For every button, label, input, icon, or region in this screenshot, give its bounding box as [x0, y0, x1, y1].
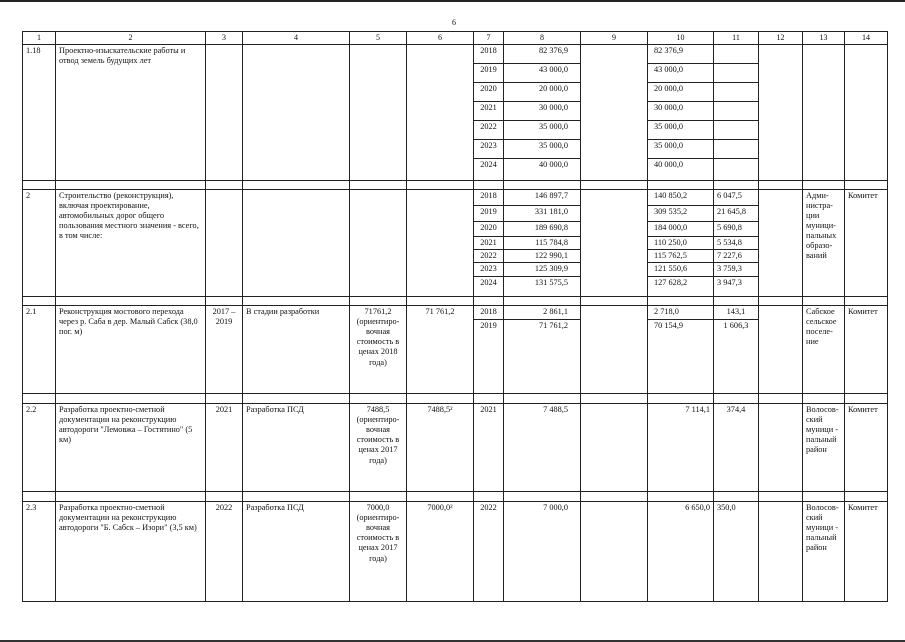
- estimated-cost-cell: 7488,5 (ориентиро-вочная стоимость в ценах 2017 года): [350, 403, 407, 491]
- local-budget-cell: 6 047,5: [714, 189, 759, 205]
- regional-budget-cell: 184 000,0: [648, 221, 714, 236]
- total-cell: 82 376,9: [504, 44, 581, 63]
- page-top-edge: [0, 0, 905, 8]
- local-budget-cell: 350,0: [714, 501, 759, 601]
- year-cell: 2019: [474, 205, 504, 221]
- column-header: 9: [581, 32, 648, 45]
- year-cell: 2023: [474, 139, 504, 158]
- cost-cell: 7488,5²: [407, 403, 474, 491]
- year-cell: 2022: [474, 501, 504, 601]
- local-budget-cell: [714, 101, 759, 120]
- total-cell: 2 861,1: [504, 305, 581, 319]
- local-budget-cell: [714, 139, 759, 158]
- regional-budget-cell: 43 000,0: [648, 63, 714, 82]
- row-id: 2.3: [23, 501, 56, 601]
- responsible-executor: Адми-нистра-ции муници-пальных образо-ваний: [803, 189, 845, 296]
- total-cell: 146 897,7: [504, 189, 581, 205]
- total-cell: 122 990,1: [504, 249, 581, 262]
- row-name: Проектно-изыскательские работы и отвод земель будущих лет: [56, 44, 206, 180]
- regional-budget-cell: 110 250,0: [648, 236, 714, 249]
- total-cell: 7 000,0: [504, 501, 581, 601]
- local-budget-cell: [714, 158, 759, 180]
- row-name: Разработка проектно-сметной документации на реконструкцию автодороги "Б. Сабск – Изори" (3,5 км): [56, 501, 206, 601]
- column-header: 7: [474, 32, 504, 45]
- column-header: 1: [23, 32, 56, 45]
- column-header: 12: [759, 32, 803, 45]
- row-spacer: [23, 296, 888, 305]
- regional-budget-cell: 6 650,0: [648, 501, 714, 601]
- column-header: 8: [504, 32, 581, 45]
- year-cell: 2022: [474, 120, 504, 139]
- column-header: 4: [243, 32, 350, 45]
- regional-budget-cell: 115 762,5: [648, 249, 714, 262]
- regional-budget-cell: 35 000,0: [648, 139, 714, 158]
- column-header: 14: [845, 32, 888, 45]
- local-budget-cell: 3 947,3: [714, 276, 759, 296]
- status-cell: Разработка ПСД: [243, 501, 350, 601]
- regional-budget-cell: 30 000,0: [648, 101, 714, 120]
- table-row: [23, 403, 888, 491]
- column-header: 2: [56, 32, 206, 45]
- total-cell: 7 488,5: [504, 403, 581, 491]
- year-cell: 2024: [474, 158, 504, 180]
- year-cell: 2021: [474, 403, 504, 491]
- row-name: Строительство (реконструкция), включая проектирование, автомобильных дорог общего пользования местного значения - всего, в том числе:: [56, 189, 206, 296]
- committee-cell: Комитет: [845, 189, 888, 296]
- total-cell: 125 309,9: [504, 262, 581, 276]
- total-cell: 43 000,0: [504, 63, 581, 82]
- year-cell: 2018: [474, 189, 504, 205]
- total-cell: 35 000,0: [504, 139, 581, 158]
- year-cell: 2019: [474, 63, 504, 82]
- row-name: Реконструкция мостового перехода через р. Саба в дер. Малый Сабск (38,0 пог. м): [56, 305, 206, 393]
- regional-budget-cell: 70 154,9: [648, 319, 714, 393]
- estimated-cost-cell: 7000,0 (ориентиро-вочная стоимость в ценах 2017 года): [350, 501, 407, 601]
- year-cell: 2021: [474, 236, 504, 249]
- year-cell: 2019: [474, 319, 504, 393]
- header-row: [23, 32, 888, 45]
- total-cell: 71 761,2: [504, 319, 581, 393]
- year-cell: 2020: [474, 221, 504, 236]
- regional-budget-cell: 140 850,2: [648, 189, 714, 205]
- year-cell: 2021: [474, 101, 504, 120]
- local-budget-cell: 7 227,6: [714, 249, 759, 262]
- column-header: 11: [714, 32, 759, 45]
- local-budget-cell: 143,1: [714, 305, 759, 319]
- local-budget-cell: 374,4: [714, 403, 759, 491]
- period-cell: 2017 – 2019: [206, 305, 243, 393]
- year-cell: 2018: [474, 44, 504, 63]
- total-cell: 30 000,0: [504, 101, 581, 120]
- responsible-executor: Волосов-ский муници - пальный район: [803, 501, 845, 601]
- responsible-executor: Волосов-ский муници - пальный район: [803, 403, 845, 491]
- cost-cell: 71 761,2: [407, 305, 474, 393]
- regional-budget-cell: 40 000,0: [648, 158, 714, 180]
- regional-budget-cell: 121 550,6: [648, 262, 714, 276]
- regional-budget-cell: 2 718,0: [648, 305, 714, 319]
- estimated-cost-cell: 71761,2 (ориентиро-вочная стоимость в ценах 2018 года): [350, 305, 407, 393]
- year-cell: 2020: [474, 82, 504, 101]
- row-name: Разработка проектно-сметной документации на реконструкцию автодороги "Лемовжа – Гостятино" (5 км): [56, 403, 206, 491]
- year-cell: 2022: [474, 249, 504, 262]
- total-cell: 115 784,8: [504, 236, 581, 249]
- table-row: [23, 189, 888, 205]
- total-cell: 20 000,0: [504, 82, 581, 101]
- row-id: 2: [23, 189, 56, 296]
- local-budget-cell: [714, 63, 759, 82]
- row-spacer: [23, 491, 888, 501]
- year-cell: 2024: [474, 276, 504, 296]
- budget-table: [22, 31, 888, 602]
- regional-budget-cell: 20 000,0: [648, 82, 714, 101]
- local-budget-cell: [714, 120, 759, 139]
- local-budget-cell: 1 606,3: [714, 319, 759, 393]
- column-header: 10: [648, 32, 714, 45]
- column-header: 3: [206, 32, 243, 45]
- status-cell: В стадии разработки: [243, 305, 350, 393]
- local-budget-cell: 5 534,8: [714, 236, 759, 249]
- status-cell: Разработка ПСД: [243, 403, 350, 491]
- local-budget-cell: 21 645,8: [714, 205, 759, 221]
- page-number: 6: [452, 18, 456, 27]
- row-id: 2.1: [23, 305, 56, 393]
- column-header: 6: [407, 32, 474, 45]
- column-header: 13: [803, 32, 845, 45]
- period-cell: 2021: [206, 403, 243, 491]
- regional-budget-cell: 309 535,2: [648, 205, 714, 221]
- total-cell: 35 000,0: [504, 120, 581, 139]
- regional-budget-cell: 7 114,1: [648, 403, 714, 491]
- local-budget-cell: [714, 44, 759, 63]
- year-cell: 2018: [474, 305, 504, 319]
- period-cell: 2022: [206, 501, 243, 601]
- local-budget-cell: 3 759,3: [714, 262, 759, 276]
- local-budget-cell: 5 690,8: [714, 221, 759, 236]
- responsible-executor: Сабское сельское поселе-ние: [803, 305, 845, 393]
- committee-cell: Комитет: [845, 305, 888, 393]
- table-row: [23, 305, 888, 319]
- regional-budget-cell: 35 000,0: [648, 120, 714, 139]
- row-spacer: [23, 180, 888, 189]
- committee-cell: Комитет: [845, 501, 888, 601]
- row-id: 2.2: [23, 403, 56, 491]
- local-budget-cell: [714, 82, 759, 101]
- total-cell: 131 575,5: [504, 276, 581, 296]
- table-body: [23, 32, 888, 602]
- table-row: [23, 44, 888, 63]
- row-spacer: [23, 393, 888, 403]
- page-bottom-edge: [0, 632, 905, 642]
- cost-cell: 7000,0²: [407, 501, 474, 601]
- regional-budget-cell: 127 628,2: [648, 276, 714, 296]
- column-header: 5: [350, 32, 407, 45]
- regional-budget-cell: 82 376,9: [648, 44, 714, 63]
- total-cell: 40 000,0: [504, 158, 581, 180]
- total-cell: 331 181,0: [504, 205, 581, 221]
- row-id: 1.18: [23, 44, 56, 180]
- year-cell: 2023: [474, 262, 504, 276]
- committee-cell: Комитет: [845, 403, 888, 491]
- table-row: [23, 501, 888, 601]
- total-cell: 189 690,8: [504, 221, 581, 236]
